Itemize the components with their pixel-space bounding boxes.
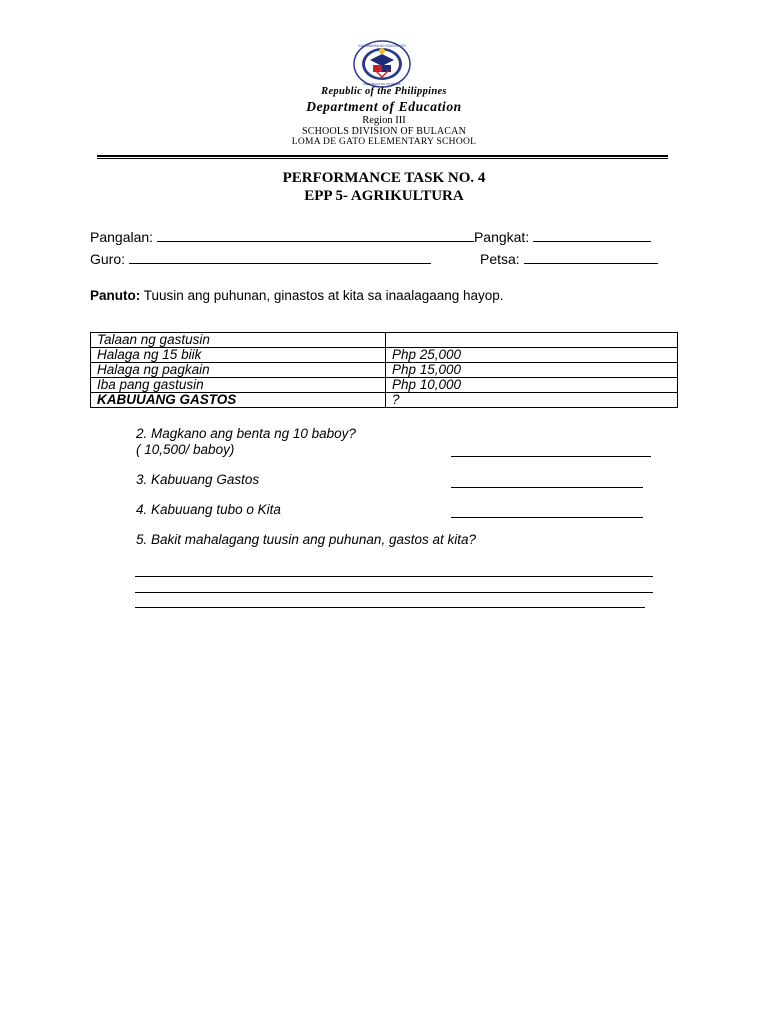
answer-blank-4[interactable] bbox=[451, 517, 643, 518]
guro-row bbox=[90, 250, 431, 267]
guro-blank[interactable] bbox=[129, 250, 431, 264]
table-row bbox=[91, 378, 678, 393]
deped-seal-icon bbox=[353, 40, 411, 88]
table-cell-value: Php 25,000 bbox=[386, 348, 678, 363]
seal-top-text: KAGAWARAN NG EDUKASYON bbox=[358, 44, 406, 48]
table-row bbox=[91, 333, 678, 348]
instruction bbox=[90, 288, 504, 303]
answer-line-5c[interactable] bbox=[135, 607, 645, 608]
question-3: 3. Kabuuang Gastos bbox=[136, 472, 260, 487]
petsa-label: Petsa: bbox=[480, 251, 520, 267]
header-division: SCHOOLS DIVISION OF BULACAN bbox=[301, 126, 467, 137]
table-cell-item: Talaan ng gastusin bbox=[91, 333, 386, 348]
petsa-row bbox=[480, 250, 658, 267]
question-2: 2. Magkano ang benta ng 10 baboy? bbox=[136, 426, 356, 441]
table-row bbox=[91, 348, 678, 363]
header-department: Department of Education bbox=[306, 99, 462, 114]
header-school: LOMA DE GATO ELEMENTARY SCHOOL bbox=[291, 137, 477, 147]
expense-table bbox=[90, 332, 678, 408]
instruction-text: Tuusin ang puhunan, ginastos at kita sa inaalagaang hayop. bbox=[140, 288, 504, 303]
pangalan-blank[interactable] bbox=[157, 228, 474, 242]
question-5: 5. Bakit mahalagang tuusin ang puhunan, gastos at kita? bbox=[136, 532, 476, 547]
table-cell-total-label: KABUUANG GASTOS bbox=[91, 393, 386, 408]
question-2-note: ( 10,500/ baboy) bbox=[136, 442, 235, 457]
table-cell-value bbox=[386, 333, 678, 348]
table-row-total bbox=[91, 393, 678, 408]
header-region: Region III bbox=[362, 115, 406, 126]
task-title: PERFORMANCE TASK NO. 4 bbox=[282, 170, 486, 186]
pangkat-blank[interactable] bbox=[533, 228, 651, 242]
pangalan-label: Pangalan: bbox=[90, 229, 154, 245]
table-cell-item: Halaga ng pagkain bbox=[91, 363, 386, 378]
seal-bottom-text: REPUBLIKA NG PILIPINAS bbox=[363, 82, 401, 86]
instruction-label: Panuto: bbox=[90, 288, 141, 303]
table-cell-value: Php 15,000 bbox=[386, 363, 678, 378]
question-4: 4. Kabuuang tubo o Kita bbox=[136, 502, 281, 517]
table-cell-item: Halaga ng 15 biik bbox=[91, 348, 386, 363]
pangalan-row bbox=[90, 228, 651, 245]
table-cell-item: Iba pang gastusin bbox=[91, 378, 386, 393]
petsa-blank[interactable] bbox=[524, 250, 658, 264]
answer-blank-2[interactable] bbox=[451, 456, 651, 457]
table-row bbox=[91, 363, 678, 378]
pangkat-label: Pangkat: bbox=[473, 229, 530, 245]
guro-label: Guro: bbox=[90, 251, 126, 267]
answer-blank-3[interactable] bbox=[451, 487, 643, 488]
table-cell-value: Php 10,000 bbox=[386, 378, 678, 393]
header-rule-thick bbox=[97, 155, 668, 157]
answer-line-5a[interactable] bbox=[135, 576, 653, 577]
table-cell-total-value: ? bbox=[386, 393, 678, 408]
task-subject: EPP 5- AGRIKULTURA bbox=[304, 188, 464, 204]
header-republic: Republic of the Philippines bbox=[321, 86, 447, 97]
answer-line-5b[interactable] bbox=[135, 592, 653, 593]
header-rule-thin bbox=[97, 158, 668, 159]
